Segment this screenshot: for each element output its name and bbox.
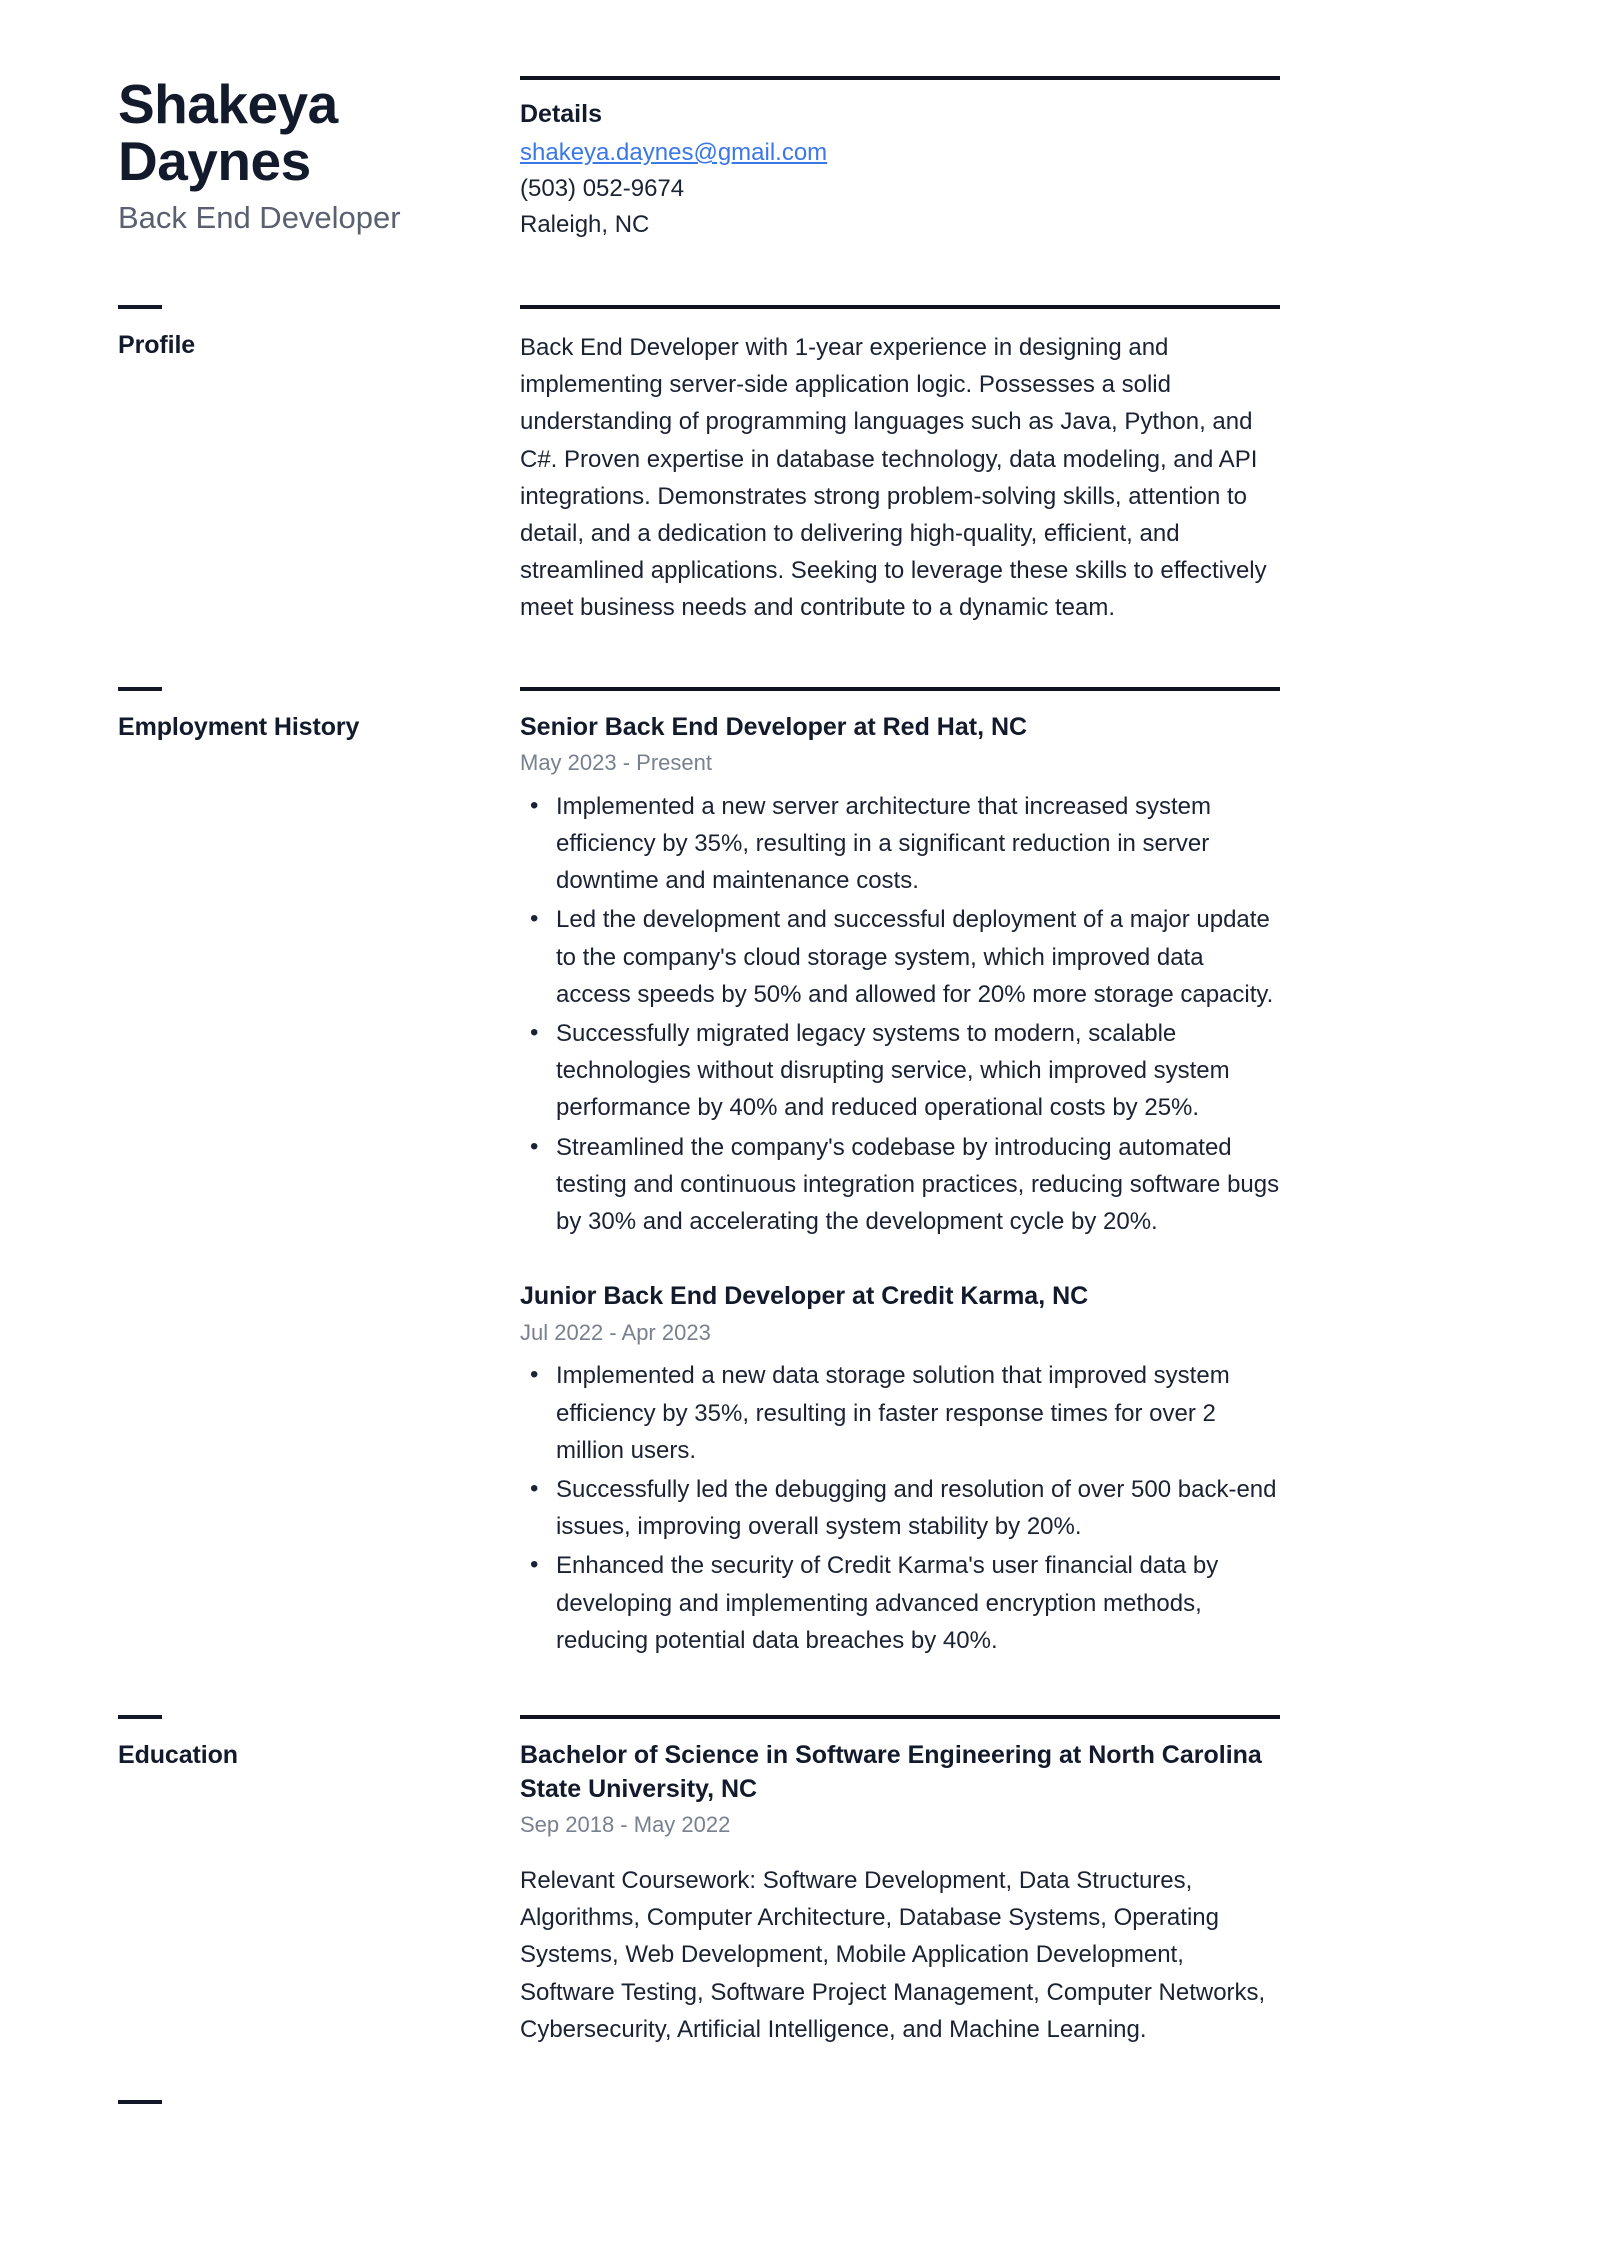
details-block — [520, 76, 1400, 243]
employment-heading: Employment History — [118, 712, 360, 741]
education-section — [0, 1715, 1600, 2048]
profile-text: Back End Developer with 1-year experience in designing and implementing server-side application logic. Possesses a solid understanding of programming languages such as Java, Python, and C#. Proven expertise in database technology, data modeling, and API integrations. Demonstrates strong problem-solving skills, attention to detail, and a dedication to delivering high-quality, efficient, and streamlined applications. Seeking to leverage these skills to effectively meet business needs and contribute to a dynamic team. — [520, 334, 1267, 622]
section-dash — [118, 305, 162, 309]
list-item: • Successfully led the debugging and resolution of over 500 back-end issues, improving overall system stability by 20%. — [556, 1471, 1280, 1545]
employment-section — [0, 687, 1600, 1661]
employment-entry-bullets — [520, 1357, 1280, 1659]
next-section-rail — [0, 2100, 520, 2126]
employment-entry-date: May 2023 - Present — [520, 750, 712, 776]
next-section-partial — [0, 2100, 1600, 2126]
job-title: Back End Developer — [118, 200, 401, 236]
section-divider — [520, 305, 1280, 309]
section-dash — [118, 687, 162, 691]
profile-rail — [0, 305, 520, 360]
list-item: • Implemented a new server architecture that increased system efficiency by 35%, resulting in a significant reduction in server downtime and maintenance costs. — [556, 788, 1280, 900]
profile-section — [0, 305, 1600, 627]
education-entry-title: Bachelor of Science in Software Engineering at North Carolina State University, NC — [520, 1740, 1262, 1803]
header-name-block — [0, 73, 520, 236]
education-body — [520, 1715, 1400, 2048]
employment-entry — [520, 1280, 1280, 1659]
list-item: • Streamlined the company's codebase by introducing automated testing and continuous integration practices, reducing software bugs by 30% and accelerating the development cycle by 20%. — [556, 1129, 1280, 1241]
employment-rail — [0, 687, 520, 742]
last-name: Daynes — [118, 129, 311, 192]
profile-heading: Profile — [118, 331, 196, 359]
list-item: • Enhanced the security of Credit Karma's user financial data by developing and implementing advanced encryption methods, reducing potential data breaches by 40%. — [556, 1547, 1280, 1659]
employment-body — [520, 687, 1400, 1661]
section-divider — [520, 76, 1280, 80]
detail-location: Raleigh, NC — [520, 211, 650, 238]
page-title — [118, 73, 418, 192]
list-item: • Successfully migrated legacy systems to modern, scalable technologies without disrupting service, which improved system performance by 40% and reduced operational costs by 25%. — [556, 1015, 1280, 1127]
employment-entry — [520, 711, 1280, 1241]
list-item: • Led the development and successful deployment of a major update to the company's cloud storage system, which improved data access speeds by 50% and allowed for 20% more storage capacity. — [556, 901, 1280, 1013]
employment-entry-title: Senior Back End Developer at Red Hat, NC — [520, 712, 1028, 741]
section-dash — [118, 2100, 162, 2104]
detail-phone: (503) 052-9674 — [520, 175, 685, 202]
detail-email-row — [520, 135, 1280, 171]
education-entry — [520, 1739, 1280, 2048]
education-heading: Education — [118, 1740, 238, 1769]
education-entry-date: Sep 2018 - May 2022 — [520, 1812, 731, 1838]
employment-entry-bullets — [520, 788, 1280, 1240]
profile-body — [520, 305, 1400, 627]
list-item: • Implemented a new data storage solution that improved system efficiency by 35%, resulting in faster response times for over 2 million users. — [556, 1357, 1280, 1469]
section-divider — [520, 1715, 1280, 1719]
section-divider — [520, 687, 1280, 691]
education-rail — [0, 1715, 520, 1770]
employment-entry-title: Junior Back End Developer at Credit Karma, NC — [520, 1282, 1089, 1311]
employment-entry-date: Jul 2022 - Apr 2023 — [520, 1319, 711, 1345]
header-section — [0, 0, 1600, 243]
education-entry-description: Relevant Coursework: Software Development, Data Structures, Algorithms, Computer Architecture, Database Systems, Operating Systems, Web Development, Mobile Application Development, Software Testing, Software Project Management, Computer Networks, Cybersecurity, Artificial Intelligence, and Machine Learning. — [520, 1867, 1266, 2043]
section-dash — [118, 1715, 162, 1719]
first-name: Shakeya — [118, 73, 338, 135]
email-link[interactable]: shakeya.daynes@gmail.com — [520, 139, 828, 166]
details-heading: Details — [520, 100, 602, 128]
